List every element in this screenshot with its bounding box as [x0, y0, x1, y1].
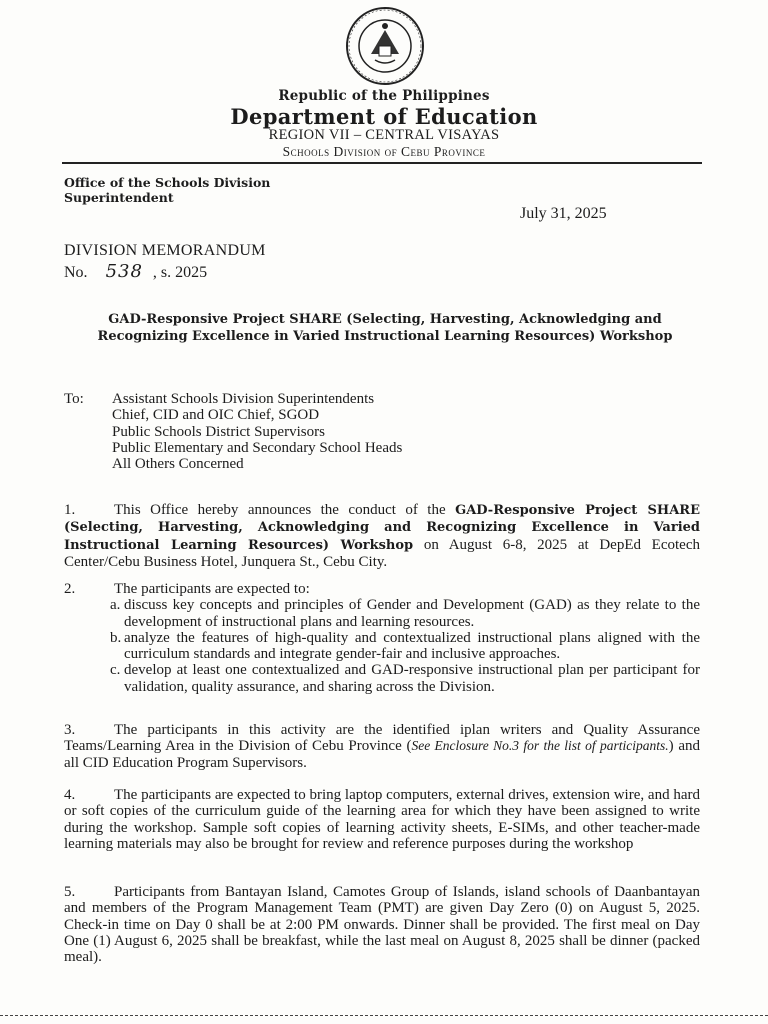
- paragraph-bold-text: GAD-Responsive Project SHARE (Selecting, Harvesting, Acknowledging and Recognizing Excellence in Varied Instructional Learning Resources) Workshop: [64, 503, 701, 553]
- enclosure-reference: See Enclosure No.3 for the list of participants.: [411, 738, 669, 754]
- paragraph-1: [64, 502, 700, 570]
- list-item: [64, 597, 700, 630]
- paragraph-4: [64, 787, 700, 852]
- paragraph-3: [64, 722, 700, 771]
- to-label: To:: [64, 391, 84, 407]
- memo-number-line: [64, 261, 207, 282]
- header-department: Department of Education: [230, 104, 538, 129]
- header-division: Schools Division of Cebu Province: [282, 144, 486, 159]
- list-text: discuss key concepts and principles of Gender and Development (GAD) as they relate to the development of instructional plans and learning resources.: [124, 597, 700, 630]
- recipient-item: Chief, CID and OIC Chief, SGOD: [112, 407, 320, 424]
- paragraph-number: 5.: [64, 884, 76, 900]
- list-text: analyze the features of high-quality and contextualized instructional plans aligned with the curriculum standards and integrate gender-fair and inclusive approaches.: [124, 629, 700, 663]
- recipient-item: Public Schools District Supervisors: [112, 423, 325, 440]
- memo-subject: GAD-Responsive Project SHARE (Selecting, Harvesting, Acknowledging and Recognizing Excellence in Varied Instructional Learning Resources) Workshop: [97, 312, 673, 344]
- memo-date: July 31, 2025: [520, 205, 607, 222]
- paragraph-text: on August 6-8, 2025 at DepEd Ecotech Center/Cebu Business Hotel, Junquera St., Cebu City.: [64, 536, 700, 570]
- paragraph-text: Participants from Bantayan Island, Camotes Group of Islands, island schools of Daanbantayan and members of the Program Management Team (PMT) are given Day Zero (0) on August 5, 2025. Check-in time on Day 0 shall be at 2:00 PM onwards. Dinner shall be provided. The first meal on Day One (1) August 6, 2025 shall be breakfast, while the last meal on August 8, 2025 shall be dinner (packed meal).: [64, 884, 700, 966]
- recipient-item: All Others Concerned: [112, 456, 244, 473]
- paragraph-lead: The participants are expected to:: [114, 581, 310, 597]
- recipient-item: Assistant Schools Division Superintendents: [112, 391, 375, 407]
- paragraph-number: 1.: [64, 502, 76, 518]
- paragraph-number: 3.: [64, 722, 76, 738]
- paragraph-2: [64, 581, 700, 695]
- header-region: REGION VII – CENTRAL VISAYAS: [268, 127, 500, 143]
- office-name: Office of the Schools Division Superintendent: [64, 175, 271, 205]
- list-letter: a.: [110, 597, 121, 614]
- page-bottom-edge: [0, 1015, 768, 1016]
- paragraph-text: The participants are expected to bring laptop computers, external drives, extension wire, and hard or soft copies of the curriculum guide of the learning area for which they have been assigned to write during the workshop. Sample soft copies of learning activity sheets, E-SIMs, and other teacher-made learning materials may also be brought for review and reference purposes during the workshop: [64, 787, 700, 852]
- recipient-list: [112, 391, 402, 472]
- memo-number: 538: [105, 261, 143, 282]
- list-letter: c.: [110, 662, 121, 679]
- header-divider: [62, 162, 702, 164]
- memo-series: , s. 2025: [152, 264, 208, 281]
- list-text: develop at least one contextualized and GAD-responsive instructional plan per participant for validation, quality assurance, and sharing across the Division.: [124, 662, 700, 695]
- paragraph-text: ) and all CID Education Program Supervisors.: [64, 738, 700, 771]
- paragraph-text: This Office hereby announces the conduct of the: [114, 502, 456, 518]
- recipient-item: Public Elementary and Secondary School Heads: [112, 439, 403, 456]
- list-letter: b.: [110, 629, 122, 646]
- deped-seal-icon: [345, 6, 425, 86]
- list-item: [64, 630, 700, 663]
- paragraph-5: [64, 884, 700, 965]
- paragraph-text: The participants in this activity are the identified iplan writers and Quality Assurance Teams/Learning Area in the Division of Cebu Province (: [64, 722, 700, 755]
- header-republic: Republic of the Philippines: [278, 88, 490, 104]
- memo-no-label: No.: [64, 264, 88, 281]
- list-item: [64, 662, 700, 695]
- paragraph-number: 2.: [64, 581, 76, 597]
- paragraph-number: 4.: [64, 787, 76, 803]
- memo-title: DIVISION MEMORANDUM: [64, 242, 266, 259]
